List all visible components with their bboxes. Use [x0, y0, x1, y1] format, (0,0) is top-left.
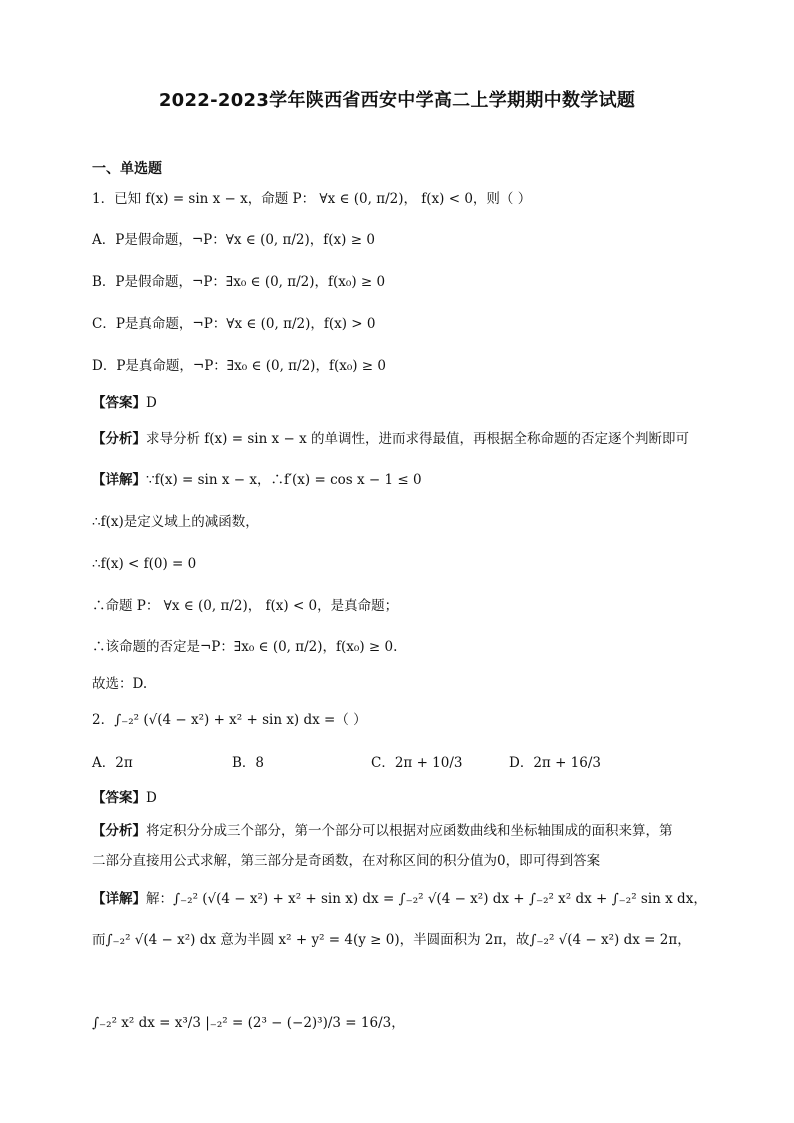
analysis-tag: 【分析】 [92, 431, 146, 447]
question-1-detail-line: 故选：D. [92, 676, 148, 692]
question-1-detail-line: ∴命题 P： ∀x ∈ (0, π/2)， f(x) < 0，是真命题； [92, 598, 399, 614]
question-2-option-b: B．8 [232, 755, 265, 771]
detail-text: 解：∫₋₂² (√(4 − x²) + x² + sin x) dx = ∫₋₂² √(4 − x²) dx + ∫₋₂² x² dx + ∫₋₂² sin x dx， [146, 891, 707, 907]
question-1-detail-line: ∴f(x) < f(0) = 0 [92, 556, 197, 572]
answer-tag: 【答案】 [92, 790, 146, 806]
question-1-detail-line: ∴f(x)是定义域上的减函数， [92, 514, 259, 530]
question-1-option-a: A．P是假命题，¬P：∀x ∈ (0, π/2)，f(x) ≥ 0 [92, 232, 375, 248]
section-heading: 一、单选题 [92, 161, 162, 177]
question-2-detail-line [92, 893, 707, 907]
question-2-answer [92, 792, 157, 806]
detail-tag: 【详解】 [92, 891, 146, 907]
page-title: 2022-2023学年陕西省西安中学高二上学期期中数学试题 [158, 90, 636, 111]
question-2-stem: 2．∫₋₂² (√(4 − x²) + x² + sin x) dx =（ ） [92, 712, 367, 728]
question-1-detail-line: ∴该命题的否定是¬P：∃x₀ ∈ (0, π/2)，f(x₀) ≥ 0. [92, 639, 398, 655]
question-2-option-a: A．2π [92, 755, 133, 771]
question-1-answer [92, 397, 157, 411]
analysis-text: 将定积分分成三个部分，第一个部分可以根据对应函数曲线和坐标轴围成的面积来算，第 [146, 823, 673, 839]
detail-tag: 【详解】 [92, 472, 146, 488]
answer-value: D [146, 790, 157, 806]
answer-tag: 【答案】 [92, 395, 146, 411]
question-1-analysis [92, 433, 689, 447]
question-2-analysis-line: 二部分直接用公式求解，第三部分是奇函数，在对称区间的积分值为0，即可得到答案 [92, 853, 601, 869]
analysis-tag: 【分析】 [92, 823, 146, 839]
question-2-option-d: D．2π + 16/3 [509, 755, 601, 771]
question-2-option-c: C．2π + 10/3 [371, 755, 463, 771]
detail-text: ∵f(x) = sin x − x，∴f′(x) = cos x − 1 ≤ 0 [146, 472, 422, 488]
question-2-detail-line: ∫₋₂² x² dx = x³/3 |₋₂² = (2³ − (−2)³)/3 = 16/3， [92, 1015, 405, 1031]
question-2-analysis [92, 825, 673, 839]
analysis-text: 求导分析 f(x) = sin x − x 的单调性，进而求得最值，再根据全称命题的否定逐个判断即可 [146, 431, 689, 447]
question-1-detail-line [92, 474, 422, 488]
question-1-stem: 1．已知 f(x) = sin x − x，命题 P： ∀x ∈ (0, π/2)， f(x) < 0，则（ ） [92, 191, 532, 207]
question-2-detail-line: 而∫₋₂² √(4 − x²) dx 意为半圆 x² + y² = 4(y ≥ 0)，半圆面积为 2π，故∫₋₂² √(4 − x²) dx = 2π， [92, 932, 691, 948]
question-1-option-c: C．P是真命题，¬P：∀x ∈ (0, π/2)，f(x) > 0 [92, 316, 376, 332]
answer-value: D [146, 395, 157, 411]
question-1-option-d: D．P是真命题，¬P：∃x₀ ∈ (0, π/2)，f(x₀) ≥ 0 [92, 358, 386, 374]
question-1-option-b: B．P是假命题，¬P：∃x₀ ∈ (0, π/2)，f(x₀) ≥ 0 [92, 274, 386, 290]
